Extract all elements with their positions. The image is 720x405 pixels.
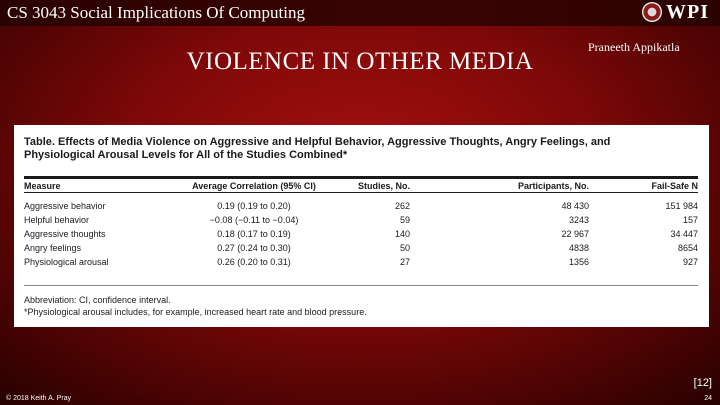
cell-participants: 48 430	[561, 201, 589, 211]
cell-studies: 59	[399, 215, 410, 225]
cell-correlation: 0.18 (0.17 to 0.19)	[217, 229, 291, 239]
table-footnotes	[24, 294, 367, 318]
presenter-name: Praneeth Appikatla	[588, 40, 680, 54]
copyright-notice: © 2018 Keith A. Pray	[6, 395, 72, 402]
cell-participants: 1356	[568, 257, 589, 267]
slide-title: VIOLENCE IN OTHER MEDIA	[186, 48, 534, 75]
wpi-seal-icon	[642, 2, 662, 22]
column-header-failsafe: Fail-Safe N	[651, 181, 698, 191]
column-header-studies: Studies, No.	[357, 181, 410, 191]
wpi-logo	[636, 1, 720, 25]
cell-failsafe: 8654	[677, 243, 698, 253]
cell-measure: Physiological arousal	[24, 257, 109, 267]
column-header-correlation: Average Correlation (95% CI)	[192, 181, 316, 191]
cell-measure: Aggressive behavior	[24, 201, 106, 211]
cell-studies: 262	[394, 201, 410, 211]
cell-studies: 27	[399, 257, 410, 267]
table-row	[24, 201, 698, 213]
cell-correlation: 0.27 (0.24 to 0.30)	[217, 243, 291, 253]
cell-measure: Angry feelings	[24, 243, 82, 253]
cell-participants: 3243	[568, 215, 589, 225]
table-caption: Table. Effects of Media Violence on Aggressive and Helpful Behavior, Aggressive Thoughts, Angry Feelings, and Physiological Arousal Levels for All of the Studies Combined*	[24, 136, 611, 161]
table-figure	[14, 125, 709, 327]
table-row	[24, 229, 698, 241]
wpi-wordmark: WPI	[666, 1, 709, 23]
cell-failsafe: 34 447	[670, 229, 698, 239]
footnote-arousal: *Physiological arousal includes, for example, increased heart rate and blood pressure.	[24, 307, 367, 317]
cell-correlation: 0.19 (0.19 to 0.20)	[217, 201, 291, 211]
footnote-abbreviation: Abbreviation: CI, confidence interval.	[24, 295, 171, 305]
course-title: CS 3043 Social Implications Of Computing	[7, 3, 305, 22]
cell-participants: 4838	[568, 243, 589, 253]
cell-studies: 50	[399, 243, 410, 253]
cell-measure: Helpful behavior	[24, 215, 90, 225]
cell-studies: 140	[394, 229, 410, 239]
table-row	[24, 257, 698, 269]
cell-failsafe: 927	[682, 257, 698, 267]
table-row	[24, 215, 698, 227]
cell-failsafe: 157	[682, 215, 698, 225]
cell-failsafe: 151 984	[665, 201, 698, 211]
citation-reference: [12]	[693, 377, 712, 389]
table-top-rule	[24, 176, 698, 179]
table-bottom-rule	[24, 285, 698, 286]
slide-number: 24	[704, 395, 712, 402]
cell-correlation: −0.08 (−0.11 to −0.04)	[209, 215, 299, 225]
column-header-participants: Participants, No.	[517, 181, 589, 191]
column-header-measure: Measure	[24, 181, 61, 191]
cell-correlation: 0.26 (0.20 to 0.31)	[217, 257, 291, 267]
header-bar	[0, 0, 720, 26]
table-row	[24, 243, 698, 255]
table-header-rule	[24, 192, 698, 193]
cell-participants: 22 967	[561, 229, 589, 239]
cell-measure: Aggressive thoughts	[24, 229, 106, 239]
